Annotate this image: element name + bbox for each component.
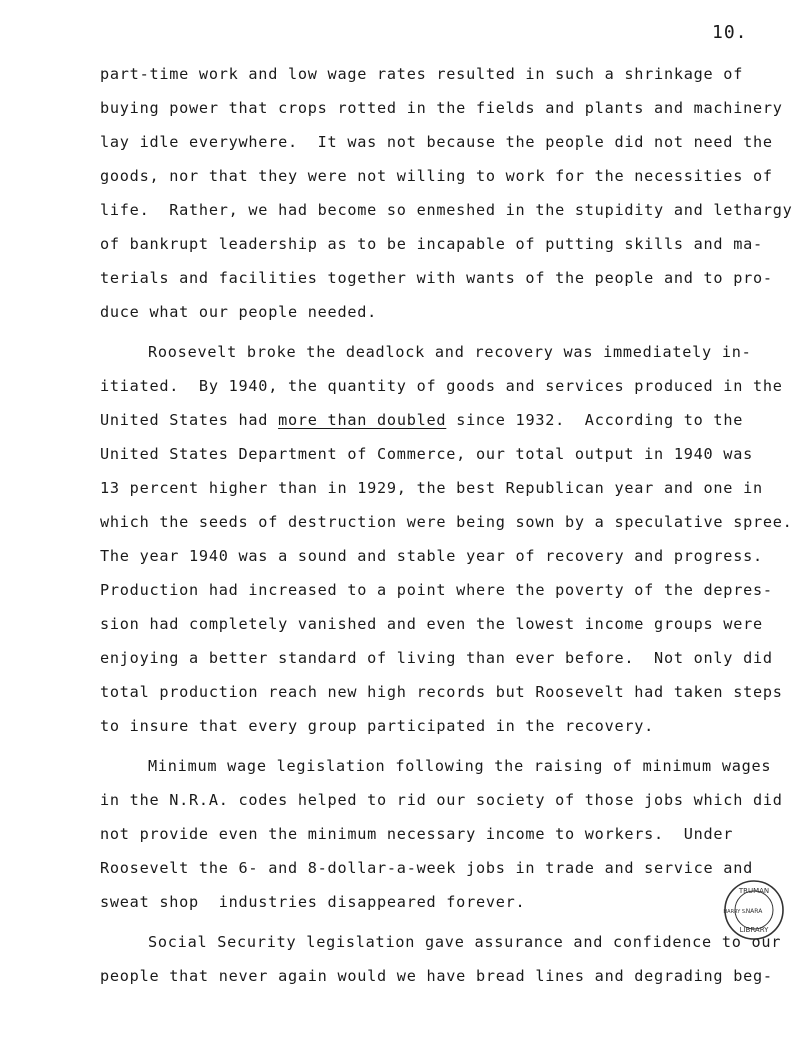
text-line: terials and facilities together with wants of the people and to pro- [100,269,773,287]
text-line: people that never again would we have bread lines and degrading beg- [100,967,773,985]
text-segment: since 1932. According to the [446,411,744,429]
text-line: goods, nor that they were not willing to work for the necessities of [100,167,773,185]
text-segment: United States had [100,411,279,429]
text-line: 13 percent higher than in 1929, the best Republican year and one in [100,479,763,497]
text-line: in the N.R.A. codes helped to rid our society of those jobs which did [100,791,783,809]
text-line: itiated. By 1940, the quantity of goods and services produced in the [100,377,783,395]
text-line: part-time work and low wage rates resulted in such a shrinkage of [100,65,744,83]
text-line: which the seeds of destruction were being sown by a speculative spree. [100,513,793,531]
page-number: 10. [712,22,748,43]
text-line: Roosevelt broke the deadlock and recovery was immediately in- [148,343,752,361]
underlined-phrase: more than doubled [278,411,447,429]
text-line: not provide even the minimum necessary income to workers. Under [100,825,734,843]
stamp-text-top: TRUMAN [738,887,770,895]
text-line: of bankrupt leadership as to be incapable of putting skills and ma- [100,235,763,253]
text-line: United States Department of Commerce, our total output in 1940 was [100,445,753,463]
text-line: sweat shop industries disappeared forever. [100,893,526,911]
text-line: lay idle everywhere. It was not because the people did not need the [100,133,773,151]
stamp-text-left: HARRY S. [723,909,747,915]
stamp-text-center: NARA [745,908,763,915]
text-line: Roosevelt the 6- and 8-dollar-a-week jobs in trade and service and [100,859,753,877]
text-line: sion had completely vanished and even the lowest income groups were [100,615,763,633]
text-line [100,410,743,430]
library-stamp [722,878,786,942]
text-line: Social Security legislation gave assurance and confidence to our [148,933,782,951]
text-line: buying power that crops rotted in the fields and plants and machinery [100,99,783,117]
text-line: to insure that every group participated in the recovery. [100,717,655,735]
text-line: life. Rather, we had become so enmeshed in the stupidity and lethargy [100,201,793,219]
text-line: total production reach new high records but Roosevelt had taken steps [100,683,783,701]
text-line: Minimum wage legislation following the raising of minimum wages [148,757,772,775]
text-line: duce what our people needed. [100,303,378,321]
text-line: The year 1940 was a sound and stable year of recovery and progress. [100,547,763,565]
text-line: enjoying a better standard of living than ever before. Not only did [100,649,773,667]
text-line: Production had increased to a point where the poverty of the depres- [100,581,773,599]
stamp-text-bottom: LIBRARY [739,926,769,934]
